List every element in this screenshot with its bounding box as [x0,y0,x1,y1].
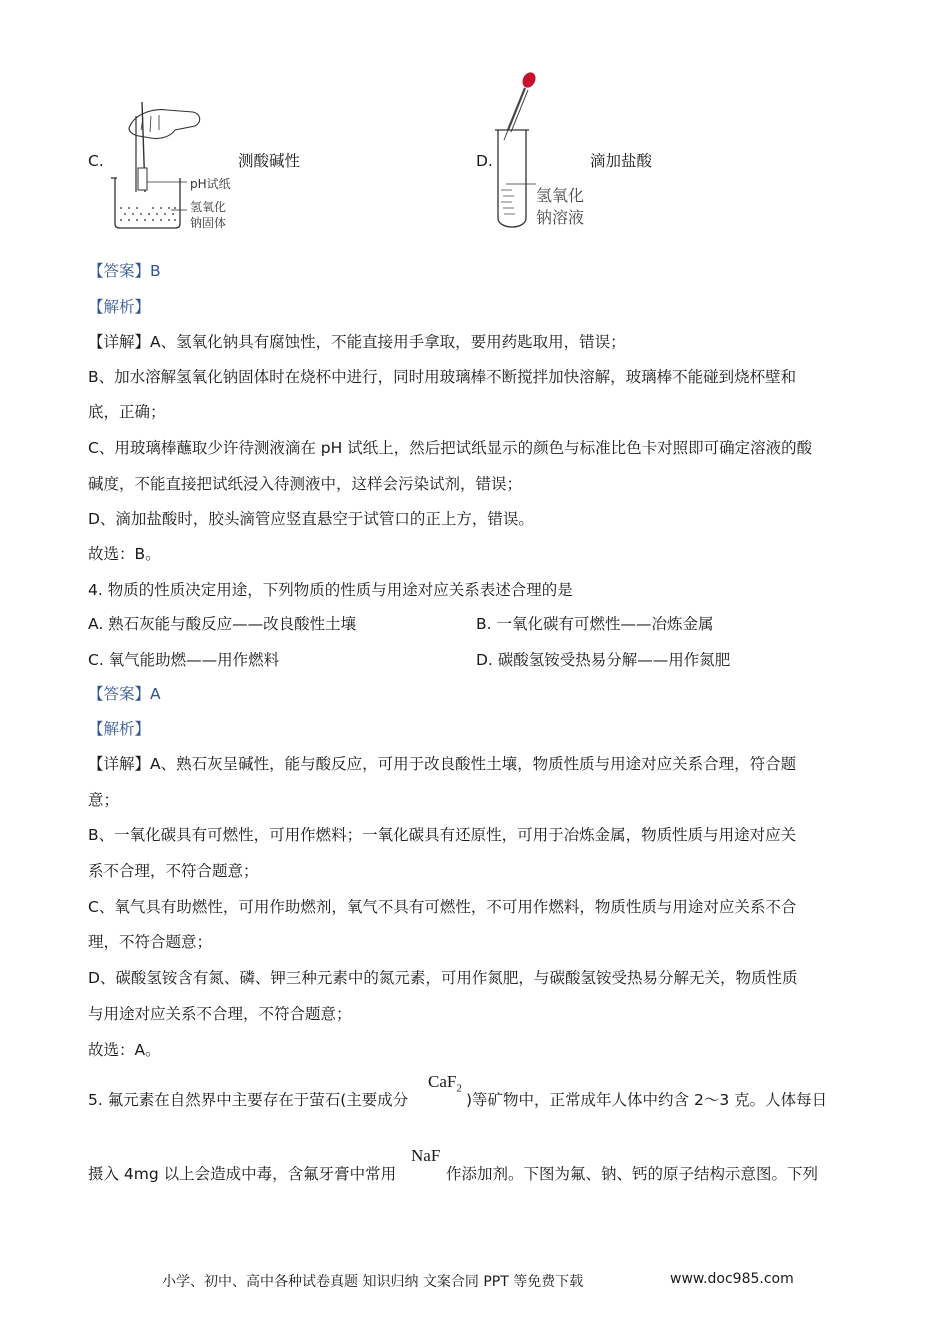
q4-detail-line: D、碳酸氢铵含有氮、磷、钾三种元素中的氮元素，可用作氮肥，与碳酸氢铵受热易分解无关，物质性质 [88,969,798,987]
q4-detail-line: 与用途对应关系不合理，不符合题意； [88,1005,352,1023]
naoh-solution-label-1: 氢氧化 [536,186,585,205]
q4-conclusion: 故选：A。 [88,1041,161,1059]
q4-detail-line: 系不合理，不符合题意； [88,862,259,880]
q4-analysis-heading: 【解析】 [88,720,151,738]
q4-option-d: D. 碳酸氢铵受热易分解——用作氮肥 [476,651,731,669]
q4-option-a: A. 熟石灰能与酸反应——改良酸性土壤 [88,615,357,633]
q4-detail-line: B、一氧化碳具有可燃性，可用作燃料；一氧化碳具有还原性，可用于冶炼金属，物质性质与用途对应关 [88,826,797,844]
q5-line1-end: )等矿物中，正常成年人体中约含 2～3 克。人体每日 [466,1091,828,1109]
q4-option-b: B. 一氧化碳有可燃性——冶炼金属 [476,615,714,633]
q4-detail-line: 【详解】A、熟石灰呈碱性，能与酸反应，可用于改良酸性土壤，物质性质与用途对应关系合理，符合题 [88,755,797,773]
q4-stem: 4. 物质的性质决定用途，下列物质的性质与用途对应关系表述合理的是 [88,581,573,599]
q3-detail-line: 底，正确； [88,403,166,421]
q3-detail-line: 碱度，不能直接把试纸浸入待测液中，这样会污染试剂，错误； [88,475,523,493]
q5-line2-start: 摄入 4mg 以上会造成中毒，含氟牙膏中常用 [88,1165,397,1183]
naoh-solid-label-1: 氢氧化 [190,200,227,214]
q3-detail-line: B、加水溶解氢氧化钠固体时在烧杯中进行，同时用玻璃棒不断搅拌加快溶解，玻璃棒不能碰到烧杯壁和 [88,368,797,386]
naoh-solid-label-2: 钠固体 [190,216,227,230]
q4-detail-line: C、氧气具有助燃性，可用作助燃剂，氧气不具有可燃性，不可用作燃料，物质性质与用途对应关系不合 [88,898,797,916]
naoh-solution-label-2: 钠溶液 [536,208,585,227]
footer-link[interactable]: www.doc985.com [670,1271,794,1287]
ph-paper-label: pH试纸 [190,177,231,191]
footer-text: 小学、初中、高中各种试卷真题 知识归纳 文案合同 PPT 等免费下载 [162,1274,584,1290]
q5-line1-start: 5. 氟元素在自然界中主要存在于萤石(主要成分 [88,1091,409,1109]
naf-formula: NaF [411,1146,441,1165]
q3-conclusion: 故选：B。 [88,545,161,563]
option-d-label: D. [476,152,493,170]
q4-detail-line: 意； [88,791,120,809]
q3-analysis-heading: 【解析】 [88,298,151,316]
option-c-label: C. [88,152,104,170]
q5-line2-end: 作添加剂。下图为氟、钠、钙的原子结构示意图。下列 [446,1165,819,1183]
q4-answer: 【答案】A [88,685,161,703]
q4-detail-line: 理，不符合题意； [88,933,213,951]
q3-detail-line: 【详解】A、氢氧化钠具有腐蚀性，不能直接用手拿取，要用药匙取用，错误； [88,333,626,351]
figure-c-caption: 测酸碱性 [238,152,301,170]
q4-option-c: C. 氧气能助燃——用作燃料 [88,651,280,669]
caf2-formula: CaF$_2$ [428,1072,462,1095]
q3-answer: 【答案】B [88,262,161,280]
q3-detail-line: D、滴加盐酸时，胶头滴管应竖直悬空于试管口的正上方，错误。 [88,510,534,528]
figure-d-caption: 滴加盐酸 [590,152,653,170]
q3-detail-line: C、用玻璃棒蘸取少许待测液滴在 pH 试纸上，然后把试纸显示的颜色与标准比色卡对照即可确定溶液的酸 [88,439,813,457]
